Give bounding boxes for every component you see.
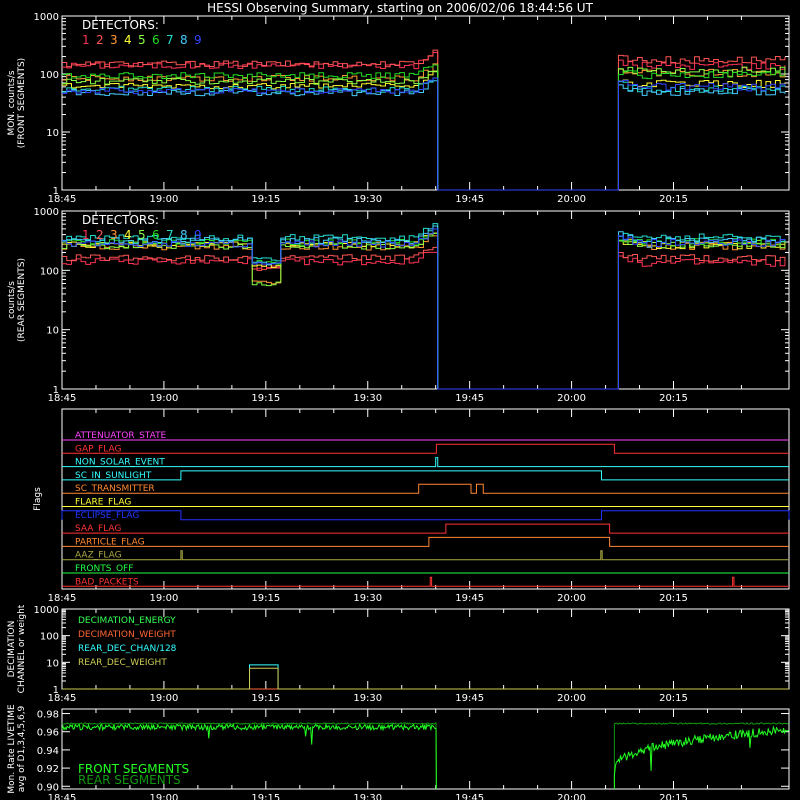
panel-front xyxy=(7,12,789,205)
series-line-detector-7 xyxy=(62,78,785,190)
x-tick-label: 19:15 xyxy=(251,693,281,704)
flag-label-sc_transmitter: SC_TRANSMITTER xyxy=(75,484,155,495)
x-tick-label: 18:45 xyxy=(47,793,77,800)
legend-detector-8: 8 xyxy=(180,228,188,242)
y-tick-label: 0.96 xyxy=(36,727,59,739)
legend-detector-9: 9 xyxy=(194,228,202,242)
y-tick-label: 100 xyxy=(39,631,59,643)
series-line-detector-9 xyxy=(62,78,785,190)
x-tick-label: 19:00 xyxy=(149,693,179,704)
flag-label-flare_flag: FLARE_FLAG xyxy=(75,497,132,508)
series-line-rear-dec-weight xyxy=(62,668,789,689)
legend-front-segments: FRONT SEGMENTS xyxy=(78,762,190,776)
y-tick-label: 0.92 xyxy=(36,764,59,776)
flag-line-bad_packets xyxy=(62,577,789,586)
x-tick-label: 19:45 xyxy=(455,194,485,205)
y-tick-label: 0.94 xyxy=(36,745,59,757)
legend-detector-5: 5 xyxy=(138,33,146,47)
flag-line-eclipse_flag xyxy=(62,511,789,520)
flag-label-saa_flag: SAA_FLAG xyxy=(75,524,122,535)
flag-label-non_solar_event: NON_SOLAR_EVENT xyxy=(75,457,165,468)
x-tick-label: 19:00 xyxy=(149,793,179,800)
x-tick-label: 20:00 xyxy=(557,693,586,704)
x-tick-label: 18:45 xyxy=(47,194,77,205)
panel-decimation xyxy=(7,604,789,704)
x-tick-label: 19:15 xyxy=(251,194,281,205)
x-tick-label: 20:00 xyxy=(557,593,586,604)
legend-title: DETECTORS: xyxy=(82,18,159,32)
series-line-rear-dec-chan-128 xyxy=(62,665,789,689)
y-axis-label: CHANNEL or weight xyxy=(17,604,27,694)
y-tick-label: 100 xyxy=(39,266,59,278)
flag-line-particle_flag xyxy=(62,537,789,546)
legend-detector-1: 1 xyxy=(82,33,90,47)
legend-detector-6: 6 xyxy=(152,228,160,242)
panel-livetime xyxy=(7,704,789,800)
x-tick-label: 19:30 xyxy=(353,593,383,604)
flag-line-aaz_flag xyxy=(62,551,789,560)
y-tick-label: 10 xyxy=(46,325,59,337)
flag-line-non_solar_event xyxy=(62,458,789,467)
x-tick-label: 19:30 xyxy=(353,693,383,704)
legend-detector-8: 8 xyxy=(180,33,188,47)
legend-detector-5: 5 xyxy=(138,228,146,242)
x-tick-label: 19:30 xyxy=(353,393,383,404)
panel-rear xyxy=(7,207,789,404)
x-tick-label: 19:00 xyxy=(149,393,179,404)
flag-label-eclipse_flag: ECLIPSE_FLAG xyxy=(75,510,140,521)
x-tick-label: 19:45 xyxy=(455,593,485,604)
y-axis-label: (FRONT SEGMENTS) xyxy=(17,57,27,149)
flag-line-saa_flag xyxy=(62,524,789,533)
panel-flags xyxy=(33,409,789,604)
x-tick-label: 19:45 xyxy=(455,393,485,404)
flag-label-fronts_off: FRONTS_OFF xyxy=(75,564,134,574)
y-tick-label: 10 xyxy=(46,128,59,139)
legend-detector-2: 2 xyxy=(96,228,104,242)
x-tick-label: 20:15 xyxy=(659,793,688,800)
flag-label-aaz_flag: AAZ_FLAG xyxy=(75,550,122,561)
legend-detector-6: 6 xyxy=(152,33,160,47)
x-tick-label: 19:30 xyxy=(353,793,383,800)
legend-detector-2: 2 xyxy=(96,33,104,47)
x-tick-label: 18:45 xyxy=(47,593,77,604)
y-axis-label: Mon. Rate LIVETIME xyxy=(7,704,17,794)
x-tick-label: 19:45 xyxy=(455,793,485,800)
y-axis-label: Flags xyxy=(33,487,43,511)
y-tick-label: 10 xyxy=(46,658,59,670)
y-tick-label: 1 xyxy=(52,685,59,696)
flag-line-sc_in_sunlight xyxy=(62,471,789,480)
x-tick-label: 19:15 xyxy=(251,793,281,800)
legend-rear-segments: REAR SEGMENTS xyxy=(78,773,181,787)
flag-label-bad_packets: BAD_PACKETS xyxy=(75,577,139,588)
y-axis-label: counts/s xyxy=(7,281,17,319)
y-tick-label: 1000 xyxy=(33,12,59,23)
x-tick-label: 19:30 xyxy=(353,194,383,205)
legend-detector-7: 7 xyxy=(166,228,174,242)
x-tick-label: 20:15 xyxy=(659,593,688,604)
y-tick-label: 1 xyxy=(52,186,59,197)
x-tick-label: 20:00 xyxy=(557,393,586,404)
legend-detector-3: 3 xyxy=(110,33,118,47)
legend-decimation-weight: DECIMATION_WEIGHT xyxy=(78,630,176,640)
y-axis-label: DECIMATION xyxy=(7,620,17,678)
y-tick-label: 0.90 xyxy=(36,782,59,794)
legend-detector-4: 4 xyxy=(124,33,132,47)
y-tick-label: 0.98 xyxy=(36,709,59,721)
y-tick-label: 100 xyxy=(39,70,59,81)
chart-title: HESSI Observing Summary, starting on 2006/02/06 18:44:56 UT xyxy=(207,1,593,15)
legend-detector-1: 1 xyxy=(82,228,90,242)
flag-label-particle_flag: PARTICLE_FLAG xyxy=(75,537,145,548)
x-tick-label: 18:45 xyxy=(47,693,77,704)
flag-line-gap_flag xyxy=(62,444,789,453)
y-tick-label: 1000 xyxy=(33,207,59,218)
x-tick-label: 20:00 xyxy=(557,194,586,205)
x-tick-label: 20:15 xyxy=(659,194,688,205)
x-tick-label: 20:15 xyxy=(659,393,688,404)
x-tick-label: 20:15 xyxy=(659,693,688,704)
x-tick-label: 19:00 xyxy=(149,593,179,604)
flag-label-gap_flag: GAP_FLAG xyxy=(75,444,122,455)
x-tick-label: 19:00 xyxy=(149,194,179,205)
flag-line-sc_transmitter xyxy=(62,484,789,493)
y-axis-label: MON. counts/s xyxy=(7,70,17,136)
legend-detector-3: 3 xyxy=(110,228,118,242)
legend-rear-dec-chan-128: REAR_DEC_CHAN/128 xyxy=(78,644,177,654)
x-tick-label: 19:45 xyxy=(455,693,485,704)
y-axis-label: avg of D1,3,4,5,6,9 xyxy=(17,705,27,793)
legend-detector-9: 9 xyxy=(194,33,202,47)
y-tick-label: 1 xyxy=(52,385,59,396)
x-tick-label: 18:45 xyxy=(47,393,77,404)
legend-detector-7: 7 xyxy=(166,33,174,47)
y-axis-label: (REAR SEGMENTS) xyxy=(17,257,27,343)
legend-decimation-energy: DECIMATION_ENERGY xyxy=(78,616,176,626)
x-tick-label: 19:15 xyxy=(251,593,281,604)
legend-title: DETECTORS: xyxy=(82,213,159,227)
series-line-detector-1 xyxy=(62,252,785,389)
legend-detector-4: 4 xyxy=(124,228,132,242)
panel-frame xyxy=(62,409,789,589)
series-line-detector-8 xyxy=(62,81,785,190)
flag-label-sc_in_sunlight: SC_IN_SUNLIGHT xyxy=(75,470,152,481)
x-tick-label: 20:00 xyxy=(557,793,586,800)
y-tick-label: 1000 xyxy=(33,605,59,616)
series-line-front-segments-after xyxy=(614,727,788,789)
legend-rear-dec-weight: REAR_DEC_WEIGHT xyxy=(78,658,167,668)
flag-label-attenuator_state: ATTENUATOR_STATE xyxy=(75,431,167,441)
series-line-detector-2 xyxy=(62,247,785,389)
x-tick-label: 19:15 xyxy=(251,393,281,404)
